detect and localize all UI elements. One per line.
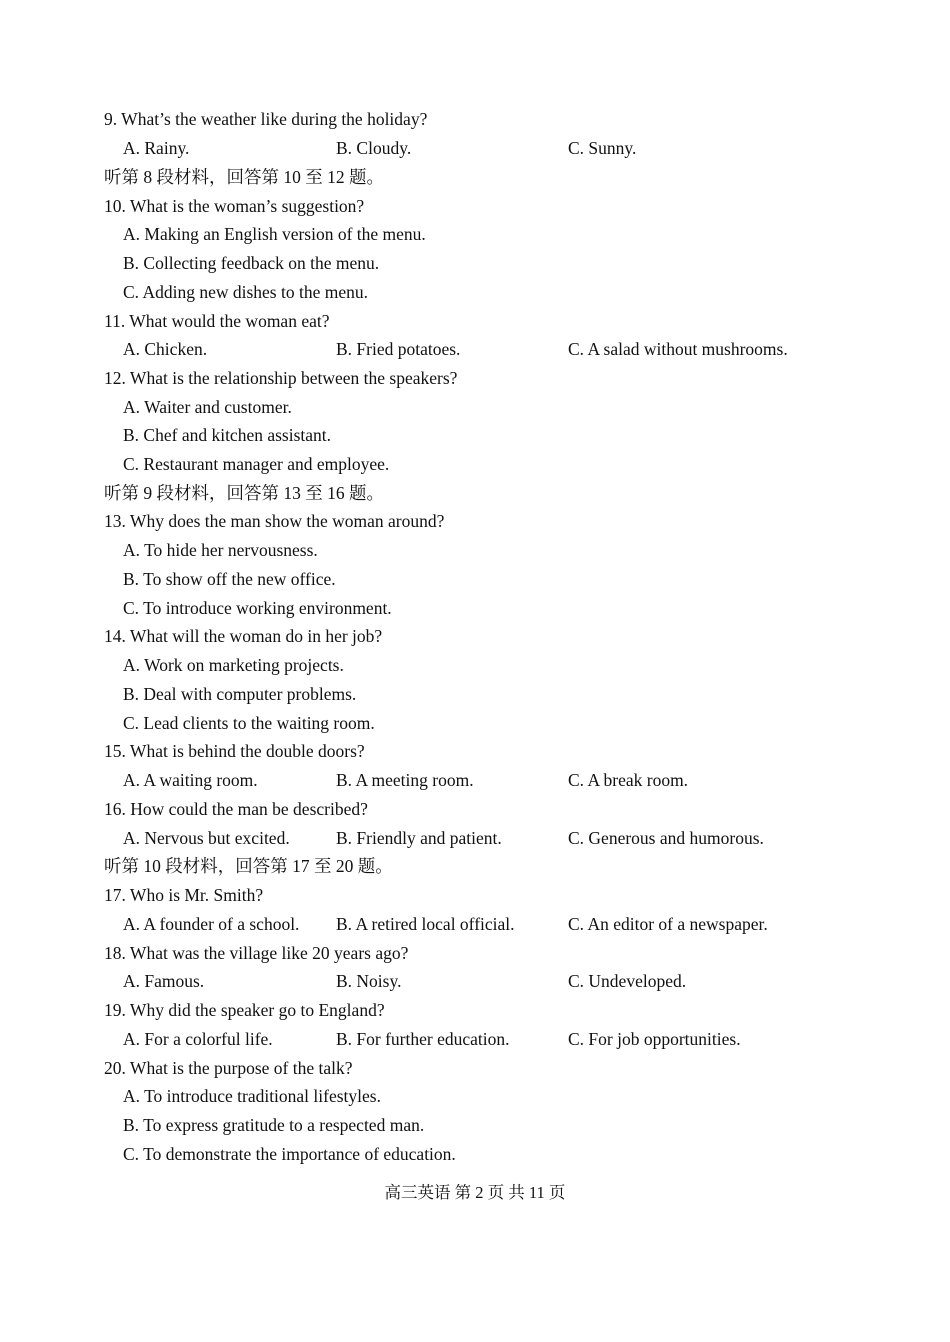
option-20-c: C. To demonstrate the importance of education. [123, 1144, 456, 1164]
question-11: 11. What would the woman eat? [104, 311, 330, 331]
option-11-a: A. Chicken. [123, 339, 208, 359]
options-row-10-c [0, 278, 950, 306]
option-19-a: A. For a colorful life. [123, 1029, 273, 1049]
option-17-c: C. An editor of a newspaper. [568, 914, 768, 934]
option-15-b: B. A meeting room. [336, 770, 474, 790]
option-18-a: A. Famous. [123, 971, 205, 991]
question-9: 9. What’s the weather like during the holiday? [104, 109, 428, 129]
option-13-b: B. To show off the new office. [123, 569, 336, 589]
options-row-9 [0, 134, 950, 162]
option-11-b: B. Fried potatoes. [336, 339, 461, 359]
options-row-12-c [0, 450, 950, 478]
question-12: 12. What is the relationship between the speakers? [104, 368, 458, 388]
options-row-10-b [0, 249, 950, 277]
option-9-b: B. Cloudy. [336, 138, 412, 158]
options-row-10-a [0, 220, 950, 248]
option-17-b: B. A retired local official. [336, 914, 515, 934]
option-20-b: B. To express gratitude to a respected man. [123, 1115, 425, 1135]
question-19: 19. Why did the speaker go to England? [104, 1000, 385, 1020]
option-13-c: C. To introduce working environment. [123, 598, 392, 618]
option-14-a: A. Work on marketing projects. [123, 655, 344, 675]
options-row-12-a [0, 393, 950, 421]
options-row-13-c [0, 594, 950, 622]
option-15-a: A. A waiting room. [123, 770, 258, 790]
options-row-15 [0, 766, 950, 794]
option-18-b: B. Noisy. [336, 971, 402, 991]
options-row-12-b [0, 421, 950, 449]
options-row-13-b [0, 565, 950, 593]
options-row-20-c [0, 1140, 950, 1168]
option-16-a: A. Nervous but excited. [123, 828, 290, 848]
options-row-14-a [0, 651, 950, 679]
section-heading-8: 听第 8 段材料，回答第 10 至 12 题。 [104, 167, 384, 187]
option-13-a: A. To hide her nervousness. [123, 540, 318, 560]
option-19-b: B. For further education. [336, 1029, 510, 1049]
options-row-14-c [0, 709, 950, 737]
section-heading-10: 听第 10 段材料，回答第 17 至 20 题。 [104, 856, 393, 876]
question-13: 13. Why does the man show the woman around? [104, 511, 445, 531]
options-row-14-b [0, 680, 950, 708]
options-row-20-a [0, 1082, 950, 1110]
options-row-19 [0, 1025, 950, 1053]
question-15: 15. What is behind the double doors? [104, 741, 365, 761]
option-11-c: C. A salad without mushrooms. [568, 339, 788, 359]
options-row-18 [0, 967, 950, 995]
option-10-a: A. Making an English version of the menu. [123, 224, 426, 244]
option-12-c: C. Restaurant manager and employee. [123, 454, 390, 474]
option-14-c: C. Lead clients to the waiting room. [123, 713, 375, 733]
section-heading-9: 听第 9 段材料，回答第 13 至 16 题。 [104, 483, 384, 503]
question-16: 16. How could the man be described? [104, 799, 368, 819]
question-10: 10. What is the woman’s suggestion? [104, 196, 365, 216]
option-10-c: C. Adding new dishes to the menu. [123, 282, 368, 302]
options-row-13-a [0, 536, 950, 564]
question-20: 20. What is the purpose of the talk? [104, 1058, 353, 1078]
option-15-c: C. A break room. [568, 770, 689, 790]
option-20-a: A. To introduce traditional lifestyles. [123, 1086, 381, 1106]
option-16-b: B. Friendly and patient. [336, 828, 502, 848]
option-10-b: B. Collecting feedback on the menu. [123, 253, 380, 273]
option-9-a: A. Rainy. [123, 138, 190, 158]
option-19-c: C. For job opportunities. [568, 1029, 741, 1049]
option-17-a: A. A founder of a school. [123, 914, 300, 934]
page-footer: 高三英语 第 2 页 共 11 页 [384, 1183, 566, 1202]
question-18: 18. What was the village like 20 years ago? [104, 943, 409, 963]
option-16-c: C. Generous and humorous. [568, 828, 764, 848]
options-row-20-b [0, 1111, 950, 1139]
options-row-16 [0, 824, 950, 852]
option-18-c: C. Undeveloped. [568, 971, 687, 991]
question-17: 17. Who is Mr. Smith? [104, 885, 264, 905]
option-12-b: B. Chef and kitchen assistant. [123, 425, 332, 445]
option-12-a: A. Waiter and customer. [123, 397, 292, 417]
options-row-11 [0, 335, 950, 363]
option-9-c: C. Sunny. [568, 138, 637, 158]
options-row-17 [0, 910, 950, 938]
question-14: 14. What will the woman do in her job? [104, 626, 383, 646]
option-14-b: B. Deal with computer problems. [123, 684, 357, 704]
